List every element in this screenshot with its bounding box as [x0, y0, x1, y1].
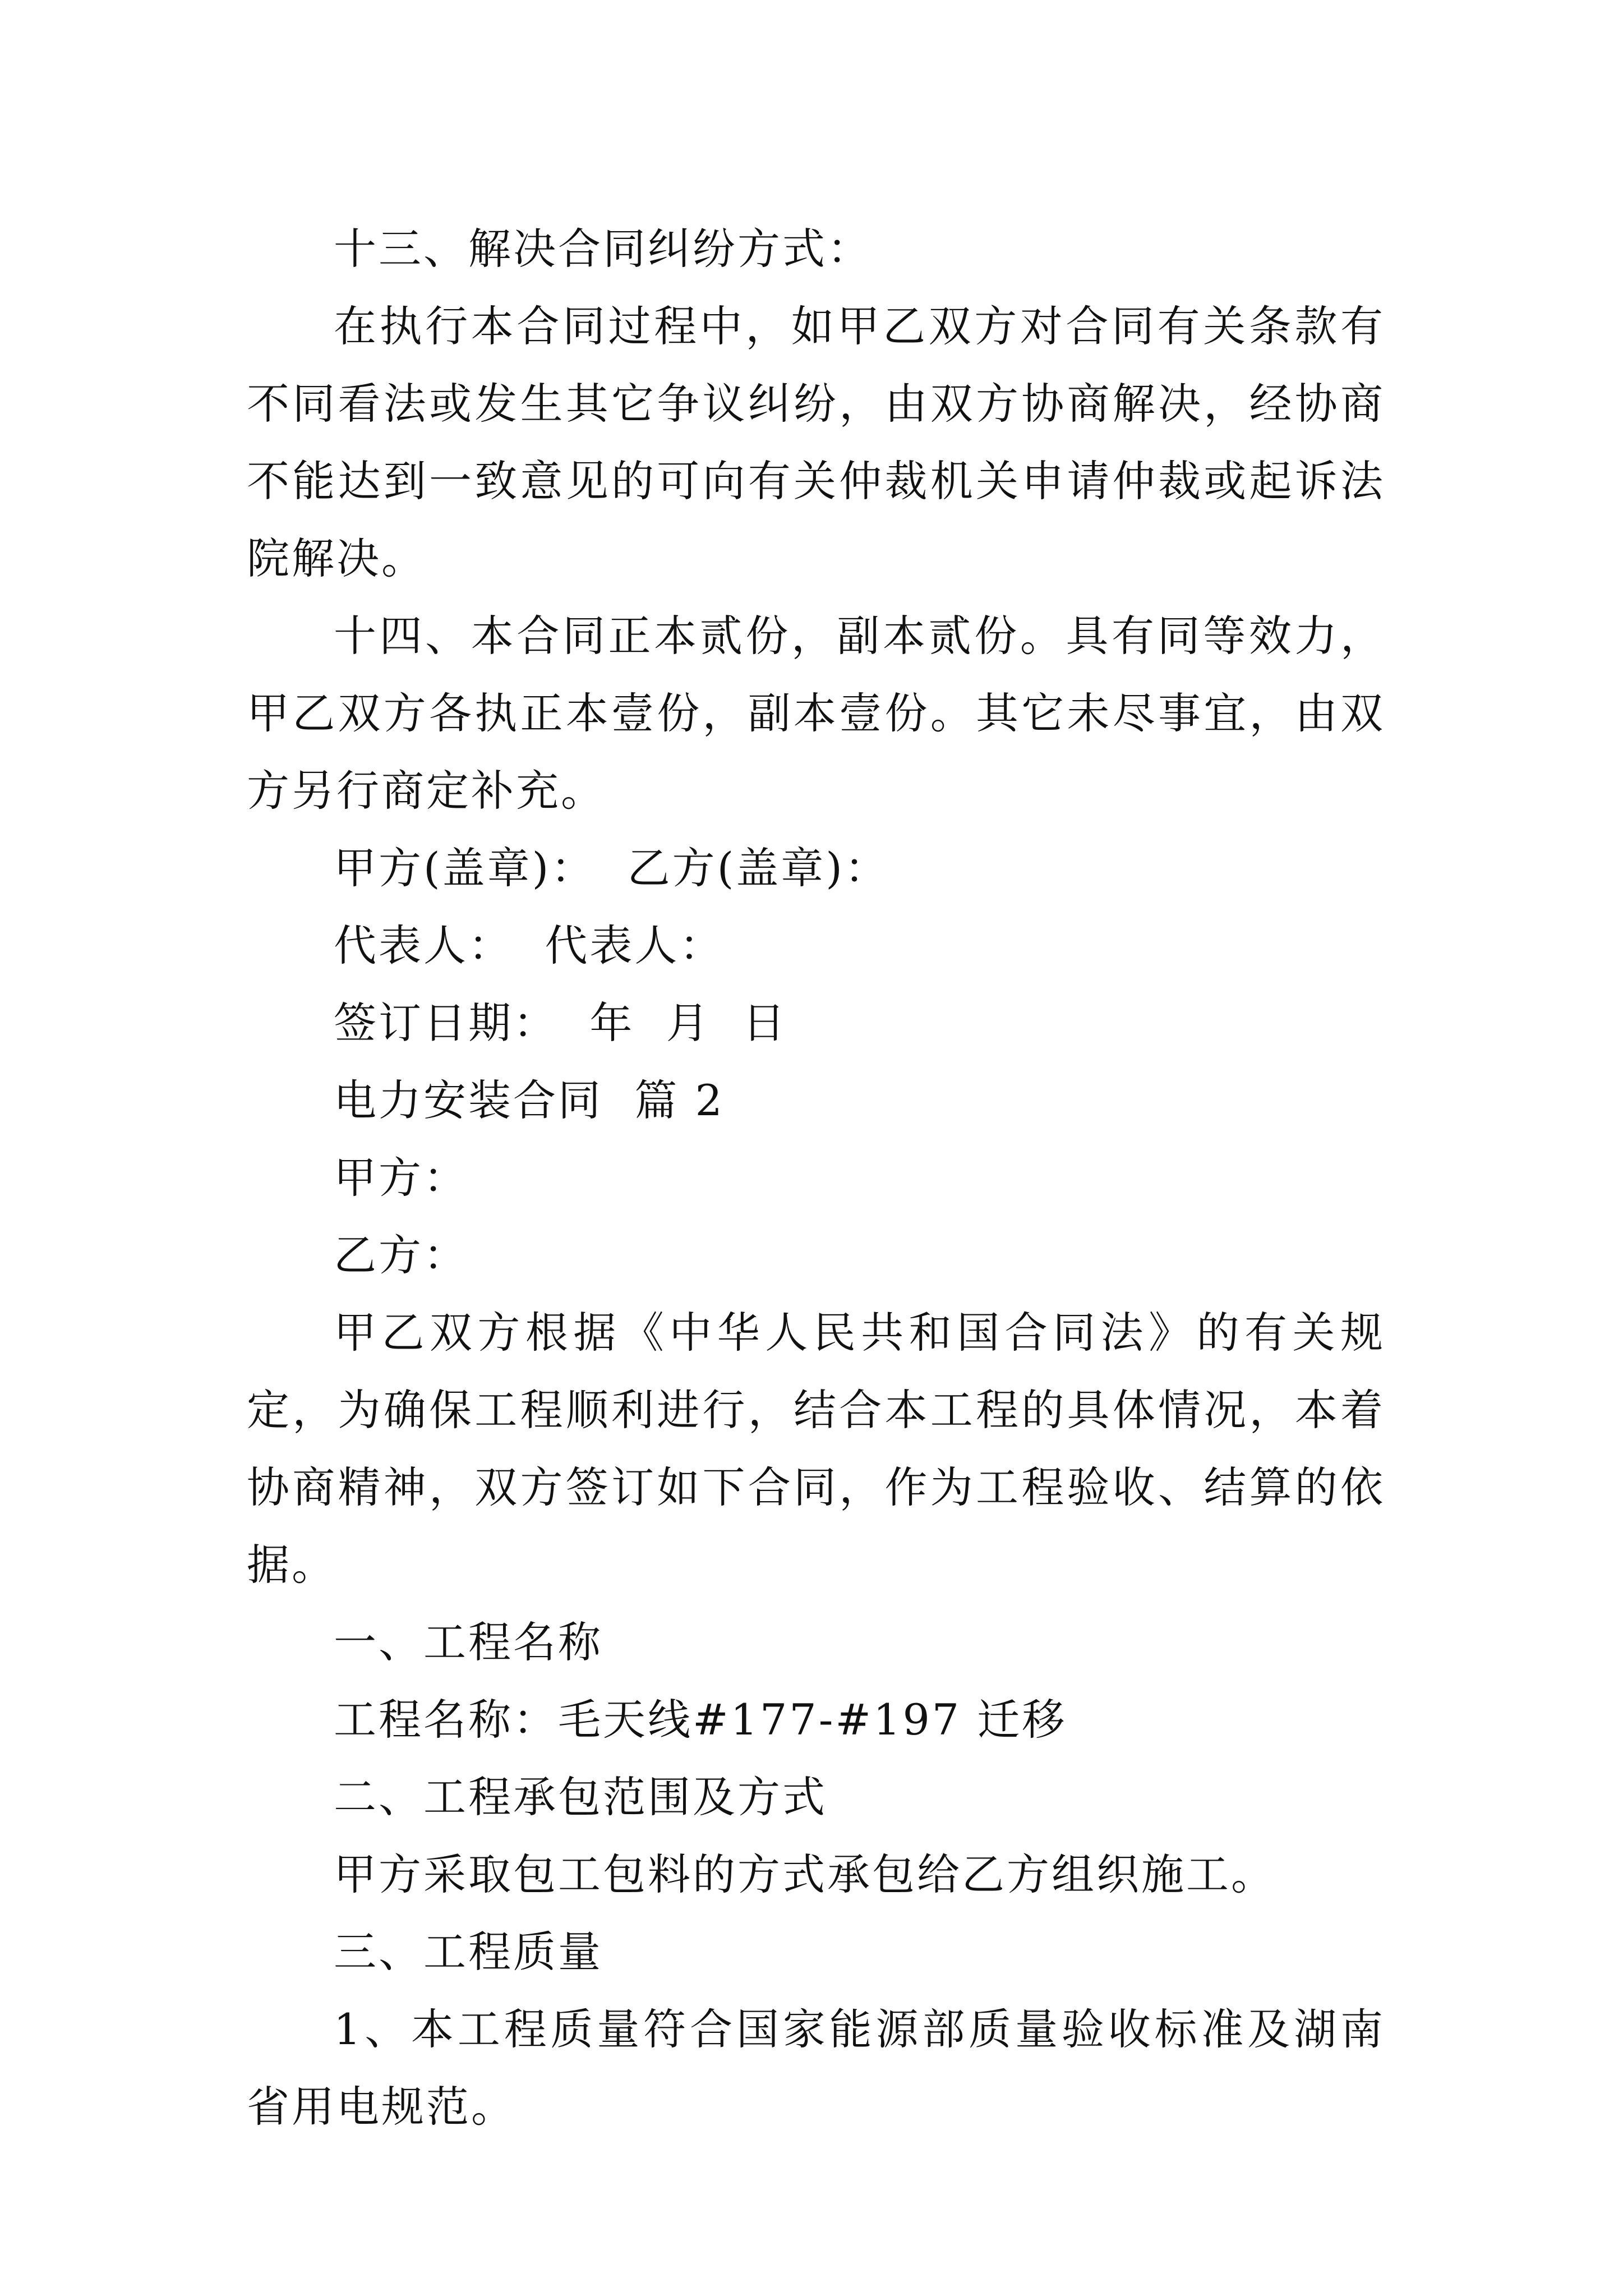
contract-method-text: 甲方采取包工包料的方式承包给乙方组织施工。: [334, 1849, 1276, 1899]
party-a-line: 甲方：: [334, 1153, 468, 1203]
signing-date-line: 签订日期： 年 月 日: [334, 998, 787, 1048]
quality-standard-text: 1、本工程质量符合国家能源部质量验收标准及湖南省用电规范。: [247, 2004, 1385, 2132]
clause-14-text: 十四、本合同正本贰份，副本贰份。具有同等效力，甲乙双方各执正本壹份，副本壹份。其它未尽事宜，由双方另行商定补充。: [247, 611, 1385, 816]
party-b-line: 乙方：: [334, 1230, 468, 1280]
clause-13-text: 在执行本合同过程中，如甲乙双方对合同有关条款有不同看法或发生其它争议纠纷，由双方协商解决，经协商不能达到一致意见的可向有关仲裁机关申请仲裁或起诉法院解决。: [247, 301, 1385, 583]
project-name-line: 工程名称：毛天线#177-#197 迁移: [334, 1695, 1067, 1745]
contract-title: 电力安装合同 篇 2: [334, 1075, 725, 1125]
document-body: [247, 210, 1385, 2146]
party-seal-line: 甲方(盖章)： 乙方(盖章)：: [334, 843, 889, 893]
preamble-text: 甲乙双方根据《中华人民共和国合同法》的有关规定，为确保工程顺利进行，结合本工程的具体情况，本着协商精神，双方签订如下合同，作为工程验收、结算的依据。: [247, 1308, 1385, 1590]
section-1-heading: 一、工程名称: [334, 1617, 603, 1667]
representative-line: 代表人： 代表人：: [334, 921, 725, 970]
section-2-heading: 二、工程承包范围及方式: [334, 1772, 827, 1822]
clause-13-heading: 十三、解决合同纠纷方式：: [334, 224, 872, 274]
section-3-heading: 三、工程质量: [334, 1927, 603, 1977]
